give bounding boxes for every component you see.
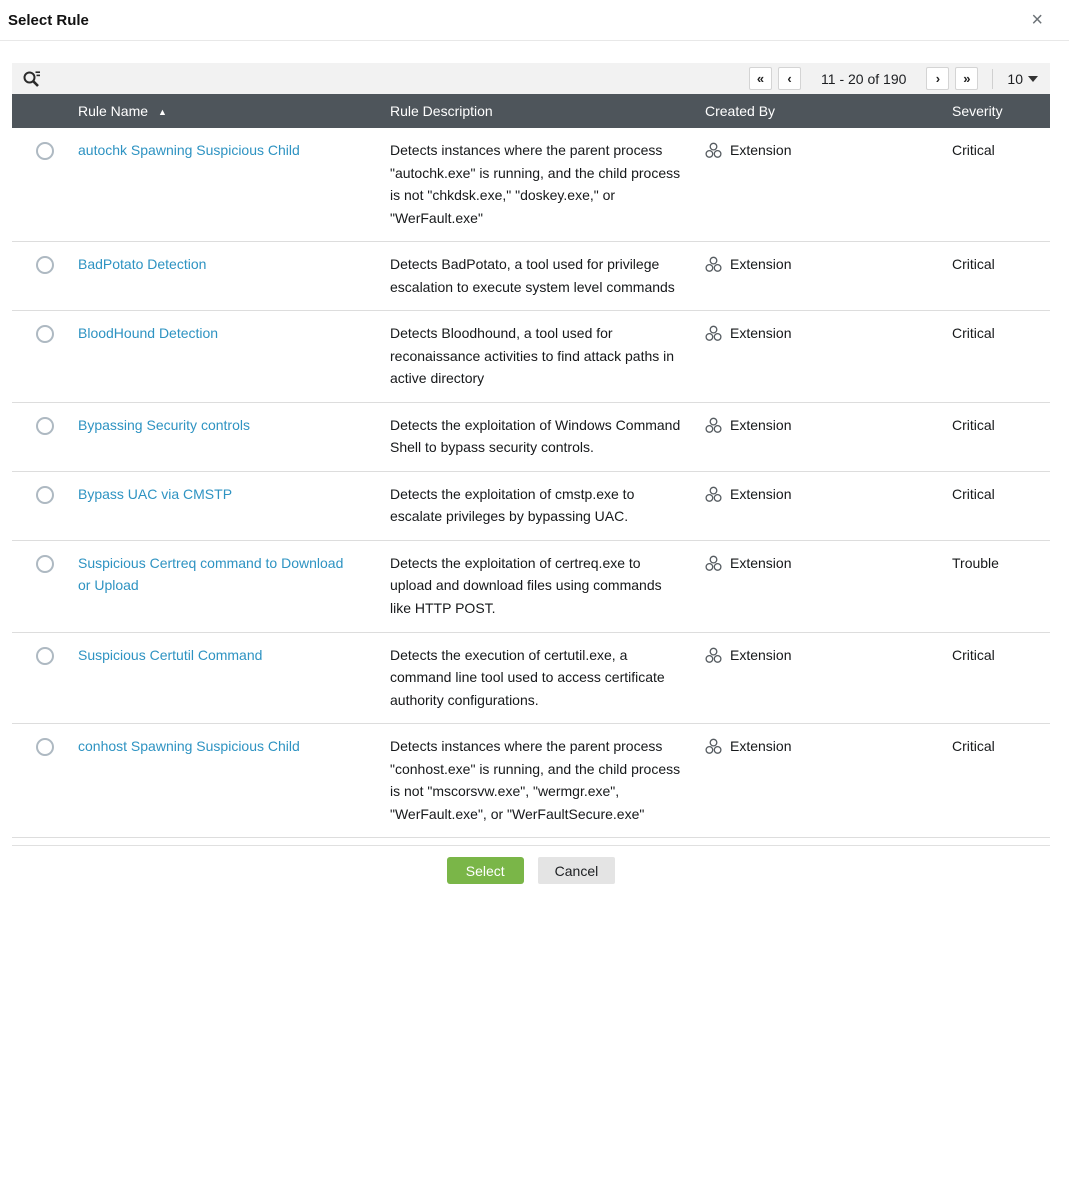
created-by-label: Extension [730, 738, 792, 755]
row-radio-button[interactable] [36, 256, 54, 274]
pagination-divider [992, 69, 993, 89]
extension-icon [705, 142, 722, 159]
rule-description-text: Detects instances where the parent process "conhost.exe" is running, and the child process is not "mscorsvw.exe", "wermgr.exe", "WerFault.exe", or "WerFaultSecure.exe" [390, 738, 681, 822]
prev-page-button[interactable]: ‹ [778, 67, 801, 90]
column-header-rule-name-label: Rule Name [78, 103, 149, 119]
severity-label: Critical [952, 646, 995, 663]
rule-description-text: Detects instances where the parent process "autochk.exe" is running, and the child process is not "chkdsk.exe," "doskey.exe," or "WerFault.exe" [390, 142, 681, 226]
dialog-content [0, 41, 1069, 884]
row-radio-cell [12, 735, 78, 825]
table-header-row [12, 94, 1050, 128]
created-by-cell [705, 735, 952, 825]
severity-label: Critical [952, 416, 995, 433]
extension-icon [705, 325, 722, 342]
last-page-button[interactable]: » [955, 67, 978, 90]
severity-label: Critical [952, 142, 995, 158]
created-by-cell [705, 139, 952, 229]
severity-label: Critical [952, 485, 995, 502]
cancel-button[interactable]: Cancel [538, 857, 616, 884]
table-row [12, 403, 1050, 472]
dialog-footer [12, 857, 1050, 884]
rule-description-text: Detects the execution of certutil.exe, a command line tool used to access certificate authority configurations. [390, 646, 665, 708]
created-by-label: Extension [730, 416, 792, 433]
column-header-rule-description[interactable] [390, 103, 705, 119]
row-radio-cell [12, 483, 78, 528]
created-by-cell [705, 644, 952, 712]
rule-name-link[interactable]: Bypass UAC via CMSTP [78, 485, 233, 502]
created-by-cell [705, 483, 952, 528]
table-toolbar [12, 63, 1050, 94]
row-radio-button[interactable] [36, 142, 54, 160]
column-header-rule-description-label: Rule Description [390, 103, 493, 119]
table-row [12, 633, 1050, 725]
row-radio-button[interactable] [36, 647, 54, 665]
created-by-label: Extension [730, 256, 792, 273]
row-radio-button[interactable] [36, 325, 54, 343]
extension-icon [705, 555, 722, 572]
extension-icon [705, 738, 722, 755]
rule-description-text: Detects the exploitation of Windows Command Shell to bypass security controls. [390, 416, 681, 456]
rule-name-link[interactable]: Suspicious Certreq command to Download or Upload [78, 554, 344, 594]
table-row [12, 724, 1050, 838]
rule-name-link[interactable]: conhost Spawning Suspicious Child [78, 738, 300, 755]
rule-description-text: Detects the exploitation of certreq.exe to upload and download files using commands like HTTP POST. [390, 554, 662, 616]
row-radio-cell [12, 644, 78, 712]
dialog-title-bar [0, 0, 1069, 41]
column-header-rule-name[interactable] [78, 103, 390, 119]
pagination [749, 67, 1042, 90]
table-row [12, 541, 1050, 633]
rule-description-text: Detects the exploitation of cmstp.exe to escalate privileges by bypassing UAC. [390, 485, 635, 525]
extension-icon [705, 417, 722, 434]
column-header-created-by-label: Created By [705, 103, 776, 119]
table-row [12, 128, 1050, 242]
created-by-cell [705, 414, 952, 459]
created-by-cell [705, 552, 952, 620]
severity-label: Trouble [952, 554, 999, 571]
select-button[interactable]: Select [447, 857, 524, 884]
extension-icon [705, 256, 722, 273]
column-header-created-by[interactable] [705, 103, 952, 119]
created-by-cell [705, 253, 952, 298]
page-size-dropdown[interactable] [1007, 71, 1042, 87]
rule-name-link[interactable]: Suspicious Certutil Command [78, 646, 263, 663]
severity-label: Critical [952, 738, 995, 755]
rule-description-text: Detects BadPotato, a tool used for privilege escalation to execute system level commands [390, 256, 675, 295]
created-by-label: Extension [730, 554, 792, 571]
chevron-down-icon [1028, 76, 1038, 82]
rule-name-link[interactable]: BadPotato Detection [78, 256, 207, 273]
table-row [12, 472, 1050, 541]
severity-label: Critical [952, 256, 995, 273]
row-radio-cell [12, 253, 78, 298]
row-radio-button[interactable] [36, 486, 54, 504]
close-icon[interactable]: × [1031, 9, 1043, 31]
sort-ascending-icon: ▲ [158, 107, 167, 117]
first-page-button[interactable]: « [749, 67, 772, 90]
row-radio-cell [12, 322, 78, 390]
row-radio-cell [12, 414, 78, 459]
rule-name-link[interactable]: BloodHound Detection [78, 325, 219, 342]
dialog-title: Select Rule [8, 11, 89, 29]
rule-name-link[interactable]: autochk Spawning Suspicious Child [78, 142, 300, 158]
table-body[interactable] [12, 128, 1050, 846]
extension-icon [705, 486, 722, 503]
created-by-label: Extension [730, 646, 792, 663]
created-by-label: Extension [730, 142, 792, 158]
row-radio-button[interactable] [36, 555, 54, 573]
table-row [12, 311, 1050, 403]
created-by-label: Extension [730, 325, 792, 342]
severity-label: Critical [952, 325, 995, 342]
row-radio-button[interactable] [36, 417, 54, 435]
column-header-severity-label: Severity [952, 103, 1003, 119]
table-row [12, 838, 1050, 846]
pagination-range: 11 - 20 of 190 [821, 70, 907, 87]
row-radio-button[interactable] [36, 738, 54, 756]
rule-name-link[interactable]: Bypassing Security controls [78, 416, 250, 433]
rule-description-text: Detects Bloodhound, a tool used for reconaissance activities to find attack paths in active directory [390, 325, 675, 387]
row-radio-cell [12, 139, 78, 229]
search-icon[interactable] [22, 69, 41, 88]
column-header-severity[interactable] [952, 103, 1050, 119]
row-radio-cell [12, 552, 78, 620]
extension-icon [705, 647, 722, 664]
next-page-button[interactable]: › [926, 67, 949, 90]
created-by-cell [705, 322, 952, 390]
table-row [12, 242, 1050, 311]
created-by-label: Extension [730, 485, 792, 502]
page-size-value: 10 [1007, 70, 1023, 87]
